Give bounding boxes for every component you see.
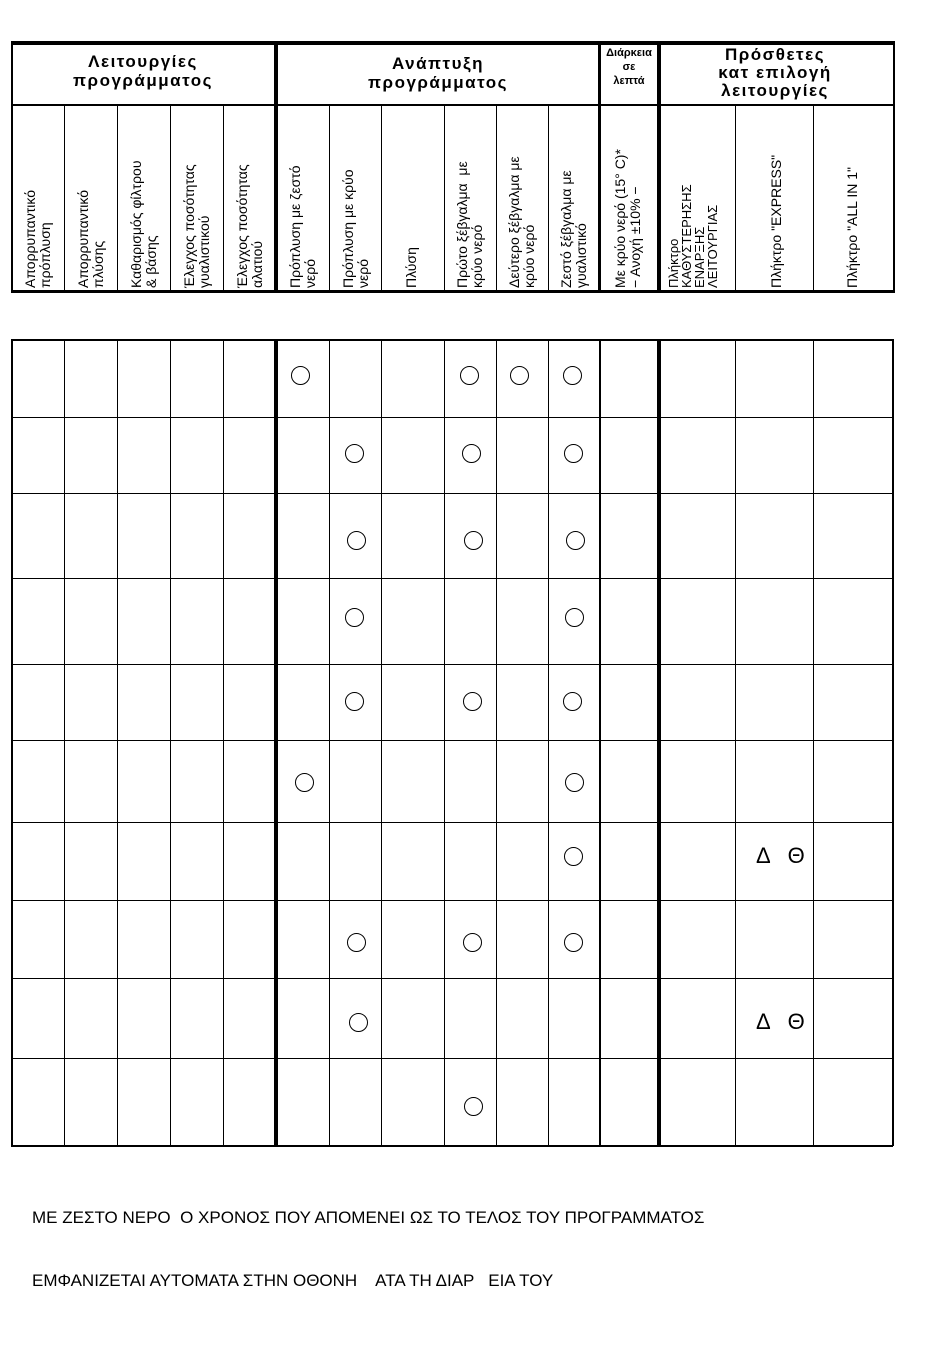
body-row-divider xyxy=(11,417,893,418)
header-group-divider xyxy=(11,104,895,106)
header-column-divider xyxy=(548,106,549,291)
header-column-divider xyxy=(223,106,224,291)
header-program-development-line1: Ανάπτυξη xyxy=(391,54,484,73)
footer-note xyxy=(32,1165,704,1333)
column-label-cold-prewash: Πρόπλυση με κρύο νερό xyxy=(340,169,371,288)
header-column-divider xyxy=(735,106,736,293)
header-program-functions xyxy=(12,52,274,90)
body-column-divider xyxy=(735,339,736,1146)
body-row-divider xyxy=(11,578,893,579)
circle-mark-icon xyxy=(295,773,314,792)
body-row-divider xyxy=(11,1145,893,1147)
circle-mark-icon xyxy=(564,444,583,463)
circle-mark-icon xyxy=(563,366,582,385)
body-group-separator-1 xyxy=(274,339,278,1146)
body-row-divider xyxy=(11,1058,893,1059)
column-label-wash: Πλύση xyxy=(403,247,419,288)
body-column-divider xyxy=(496,339,497,1146)
body-column-divider xyxy=(117,339,118,1146)
circle-mark-icon xyxy=(462,444,481,463)
header-duration-line1: Διάρκεια xyxy=(606,47,652,59)
header-top-border xyxy=(11,41,895,45)
circle-mark-icon xyxy=(464,1097,483,1116)
header-program-functions-line2: προγράμματος xyxy=(73,71,213,90)
body-row-divider xyxy=(11,493,893,494)
body-row-divider xyxy=(11,978,893,979)
circle-mark-icon xyxy=(349,1013,368,1032)
column-label-salt-check: Έλεγχος ποσότητας αλατιού xyxy=(234,164,265,288)
body-group-separator-2 xyxy=(599,339,601,1146)
express-symbols: Δ Θ xyxy=(756,843,811,868)
footer-note-line2: ΕΜΦΑΝΙΖΕΤΑΙ ΑΥΤΟΜΑΤΑ ΣΤΗΝ ΟΘΟΝΗ ΑΤΑ ΤΗ ΔΙΑΡ ΕΙΑ ΤΟΥ xyxy=(32,1271,554,1290)
footer-note-line1: ΜΕ ΖΕΣΤΟ ΝΕΡΟ Ο ΧΡΟΝΟΣ ΠΟΥ ΑΠΟΜΕΝΕΙ ΩΣ ΤΟ ΤΕΛΟΣ ΤΟΥ ΠΡΟΓΡΑΜΜΑΤΟΣ xyxy=(32,1208,705,1227)
express-symbols: Δ Θ xyxy=(756,1009,811,1034)
header-column-divider xyxy=(813,106,814,291)
header-extra-functions-line2: κατ επιλογή xyxy=(718,63,832,82)
circle-mark-icon xyxy=(564,933,583,952)
header-extra-functions-line3: λειτουργίες xyxy=(721,81,829,100)
circle-mark-icon xyxy=(510,366,529,385)
column-label-rinse-aid-check: Έλεγχος ποσότητας γυαλιστικού xyxy=(181,164,212,288)
circle-mark-icon xyxy=(347,933,366,952)
body-row-divider xyxy=(11,900,893,901)
column-label-all-in-1-key: Πλήκτρο "ALL IN 1" xyxy=(844,167,860,288)
body-row-divider xyxy=(11,339,893,341)
body-row-divider xyxy=(11,740,893,741)
header-extra-functions xyxy=(660,46,890,100)
circle-mark-icon xyxy=(347,531,366,550)
body-column-divider xyxy=(329,339,330,1146)
header-bottom-border xyxy=(11,290,895,293)
header-group-separator-3 xyxy=(657,41,661,293)
column-label-delay-start-key: Πλήκτρο ΚΑΘΥΣΤΕΡΗΣΗΣ ΕΝΑΡΞΗΣ ΛΕΙΤΟΥΡΓΙΑΣ xyxy=(666,184,720,288)
body-column-divider xyxy=(64,339,65,1146)
column-label-cold-water-duration: Με κρύο νερό (15° C)* − Ανοχή ±10% − xyxy=(612,149,643,288)
column-label-hot-prewash: Πρόπλυση με ζεστό νερό xyxy=(287,165,318,288)
header-group-separator-2 xyxy=(598,41,601,293)
body-column-divider xyxy=(381,339,382,1146)
circle-mark-icon xyxy=(564,847,583,866)
column-label-first-cold-rinse: Πρώτο ξέβγαλμα με κρύο νερό xyxy=(454,161,485,288)
header-group-separator-1 xyxy=(274,41,278,293)
header-right-border xyxy=(893,41,895,293)
circle-mark-icon xyxy=(345,444,364,463)
column-label-wash-detergent: Απορρυπαντικό πλύσης xyxy=(75,190,106,288)
body-column-divider xyxy=(813,339,814,1146)
header-program-development-line2: προγράμματος xyxy=(368,73,508,92)
header-duration-line3: λεπτά xyxy=(613,75,645,87)
header-duration-line2: σε xyxy=(622,61,636,73)
circle-mark-icon xyxy=(565,773,584,792)
header-extra-functions-line1: Πρόσθετες xyxy=(724,45,826,64)
header-column-divider xyxy=(444,106,445,291)
body-column-divider xyxy=(444,339,445,1146)
circle-mark-icon xyxy=(291,366,310,385)
column-label-prewash-detergent: Απορρυπαντικό πρόπλυση xyxy=(22,190,53,288)
header-column-divider xyxy=(170,106,171,291)
circle-mark-icon xyxy=(563,692,582,711)
header-duration xyxy=(600,46,658,88)
circle-mark-icon xyxy=(565,608,584,627)
header-column-divider xyxy=(329,106,330,291)
body-row-divider xyxy=(11,664,893,665)
body-left-border xyxy=(11,339,13,1146)
body-group-separator-3 xyxy=(657,339,661,1146)
circle-mark-icon xyxy=(345,608,364,627)
body-row-divider xyxy=(11,822,893,823)
body-column-divider xyxy=(170,339,171,1146)
circle-mark-icon xyxy=(460,366,479,385)
header-column-divider xyxy=(64,106,65,291)
circle-mark-icon xyxy=(463,692,482,711)
header-column-divider xyxy=(381,106,382,291)
circle-mark-icon xyxy=(345,692,364,711)
body-column-divider xyxy=(548,339,549,1146)
column-label-hot-rinse: Ζεστό ξέβγαλμα με γυαλιστικό xyxy=(558,170,589,288)
header-program-development xyxy=(277,54,599,92)
body-right-border xyxy=(892,339,894,1146)
header-column-divider xyxy=(496,106,497,291)
body-column-divider xyxy=(223,339,224,1146)
circle-mark-icon xyxy=(464,531,483,550)
column-label-filter-cleaning: Καθαρισμός φίλτρου & βάσης xyxy=(128,160,159,288)
column-label-express-key: Πλήκτρο "EXPRESS" xyxy=(768,154,784,288)
header-column-divider xyxy=(117,106,118,291)
header-program-functions-line1: Λειτουργίες xyxy=(88,52,198,71)
header-left-border xyxy=(11,41,13,293)
column-label-second-cold-rinse: Δεύτερο ξέβγαλμα με κρύο νερό xyxy=(506,156,537,288)
circle-mark-icon xyxy=(566,531,585,550)
circle-mark-icon xyxy=(463,933,482,952)
